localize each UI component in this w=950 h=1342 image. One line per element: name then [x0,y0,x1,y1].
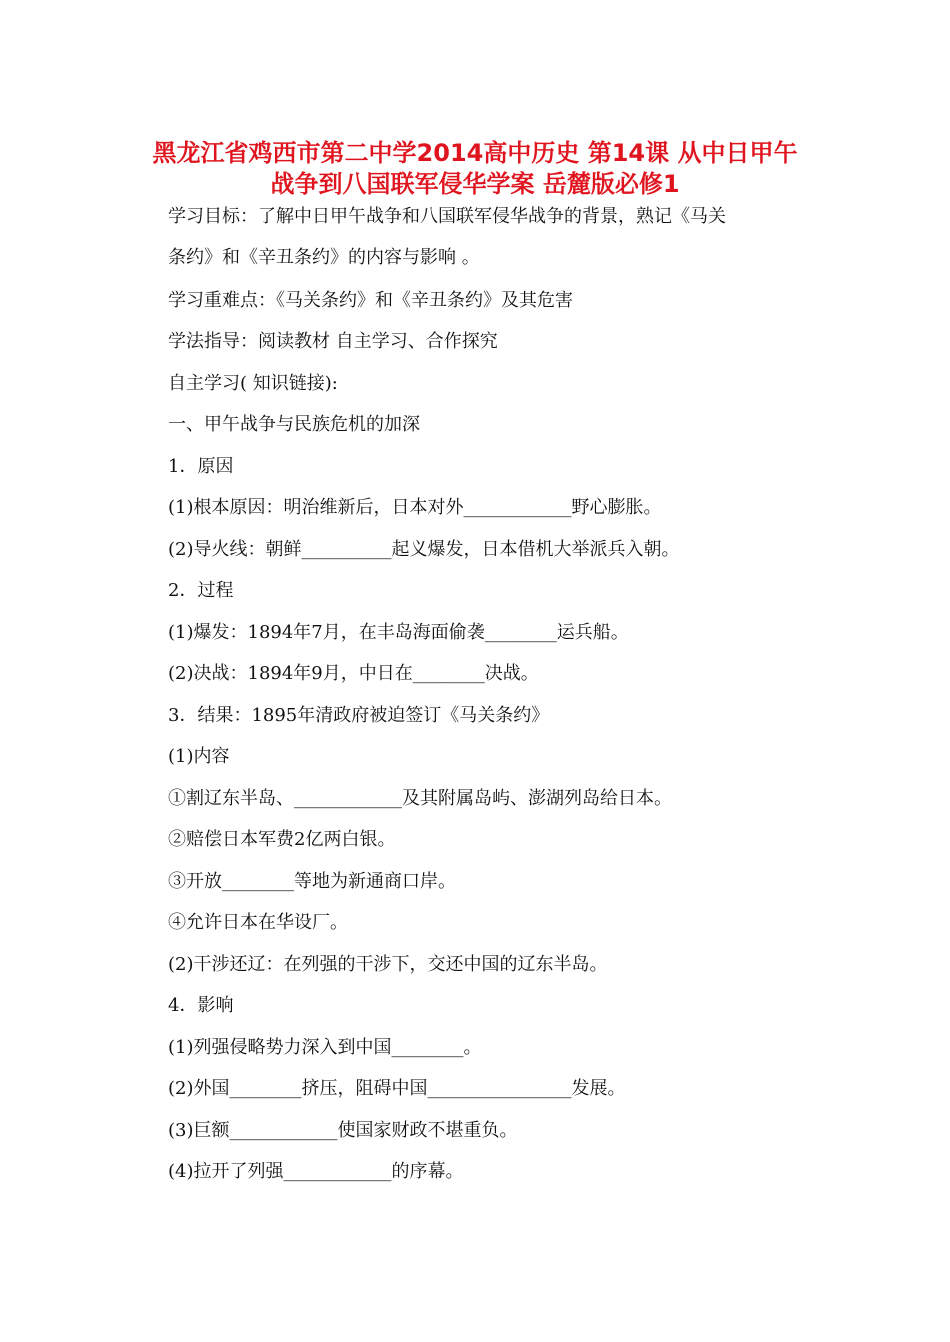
study-method-line: 学法指导：阅读教材 自主学习、合作探究 [168,331,498,352]
key-points-line: 学习重难点：《马关条约》和《辛丑条约》及其危害 [168,290,573,311]
cause-heading: 1．原因 [168,456,234,477]
process-heading: 2．过程 [168,580,234,601]
content-item-1: ①割辽东半岛、____________及其附属岛屿、澎湖列岛给日本。 [168,788,672,809]
impact-item-2: (2)外国________挤压，阻碍中国________________发展。 [168,1078,626,1099]
content-subheading: (1)内容 [168,746,230,767]
cause-item-1: (1)根本原因：明治维新后，日本对外____________野心膨胀。 [168,497,662,518]
impact-item-4: (4)拉开了列强____________的序幕。 [168,1161,464,1182]
impact-heading: 4．影响 [168,995,234,1016]
content-item-3: ③开放________等地为新通商口岸。 [168,871,456,892]
learning-goal-line-1: 学习目标：了解中日甲午战争和八国联军侵华战争的背景，熟记《马关 [168,206,726,227]
cause-item-2: (2)导火线：朝鲜__________起义爆发，日本借机大举派兵入朝。 [168,539,680,560]
result-heading: 3．结果：1895年清政府被迫签订《马关条约》 [168,705,550,726]
content-item-4: ④允许日本在华设厂。 [168,912,348,933]
document-title: 黑龙江省鸡西市第二中学2014高中历史 第14课 从中日甲午战争到八国联军侵华学案 岳麓版必修1 [152,139,798,198]
content-item-2: ②赔偿日本军费2亿两白银。 [168,829,396,850]
learning-goal-line-2: 条约》和《辛丑条约》的内容与影响 。 [168,247,480,268]
section-one-heading: 一、甲午战争与民族危机的加深 [168,414,420,435]
impact-item-3: (3)巨额____________使国家财政不堪重负。 [168,1120,518,1141]
process-item-1: (1)爆发：1894年7月，在丰岛海面偷袭________运兵船。 [168,622,629,643]
process-item-2: (2)决战：1894年9月，中日在________决战。 [168,663,539,684]
self-study-heading: 自主学习( 知识链接): [168,373,338,394]
intervention-item: (2)干涉还辽：在列强的干涉下，交还中国的辽东半岛。 [168,954,608,975]
impact-item-1: (1)列强侵略势力深入到中国________。 [168,1037,482,1058]
